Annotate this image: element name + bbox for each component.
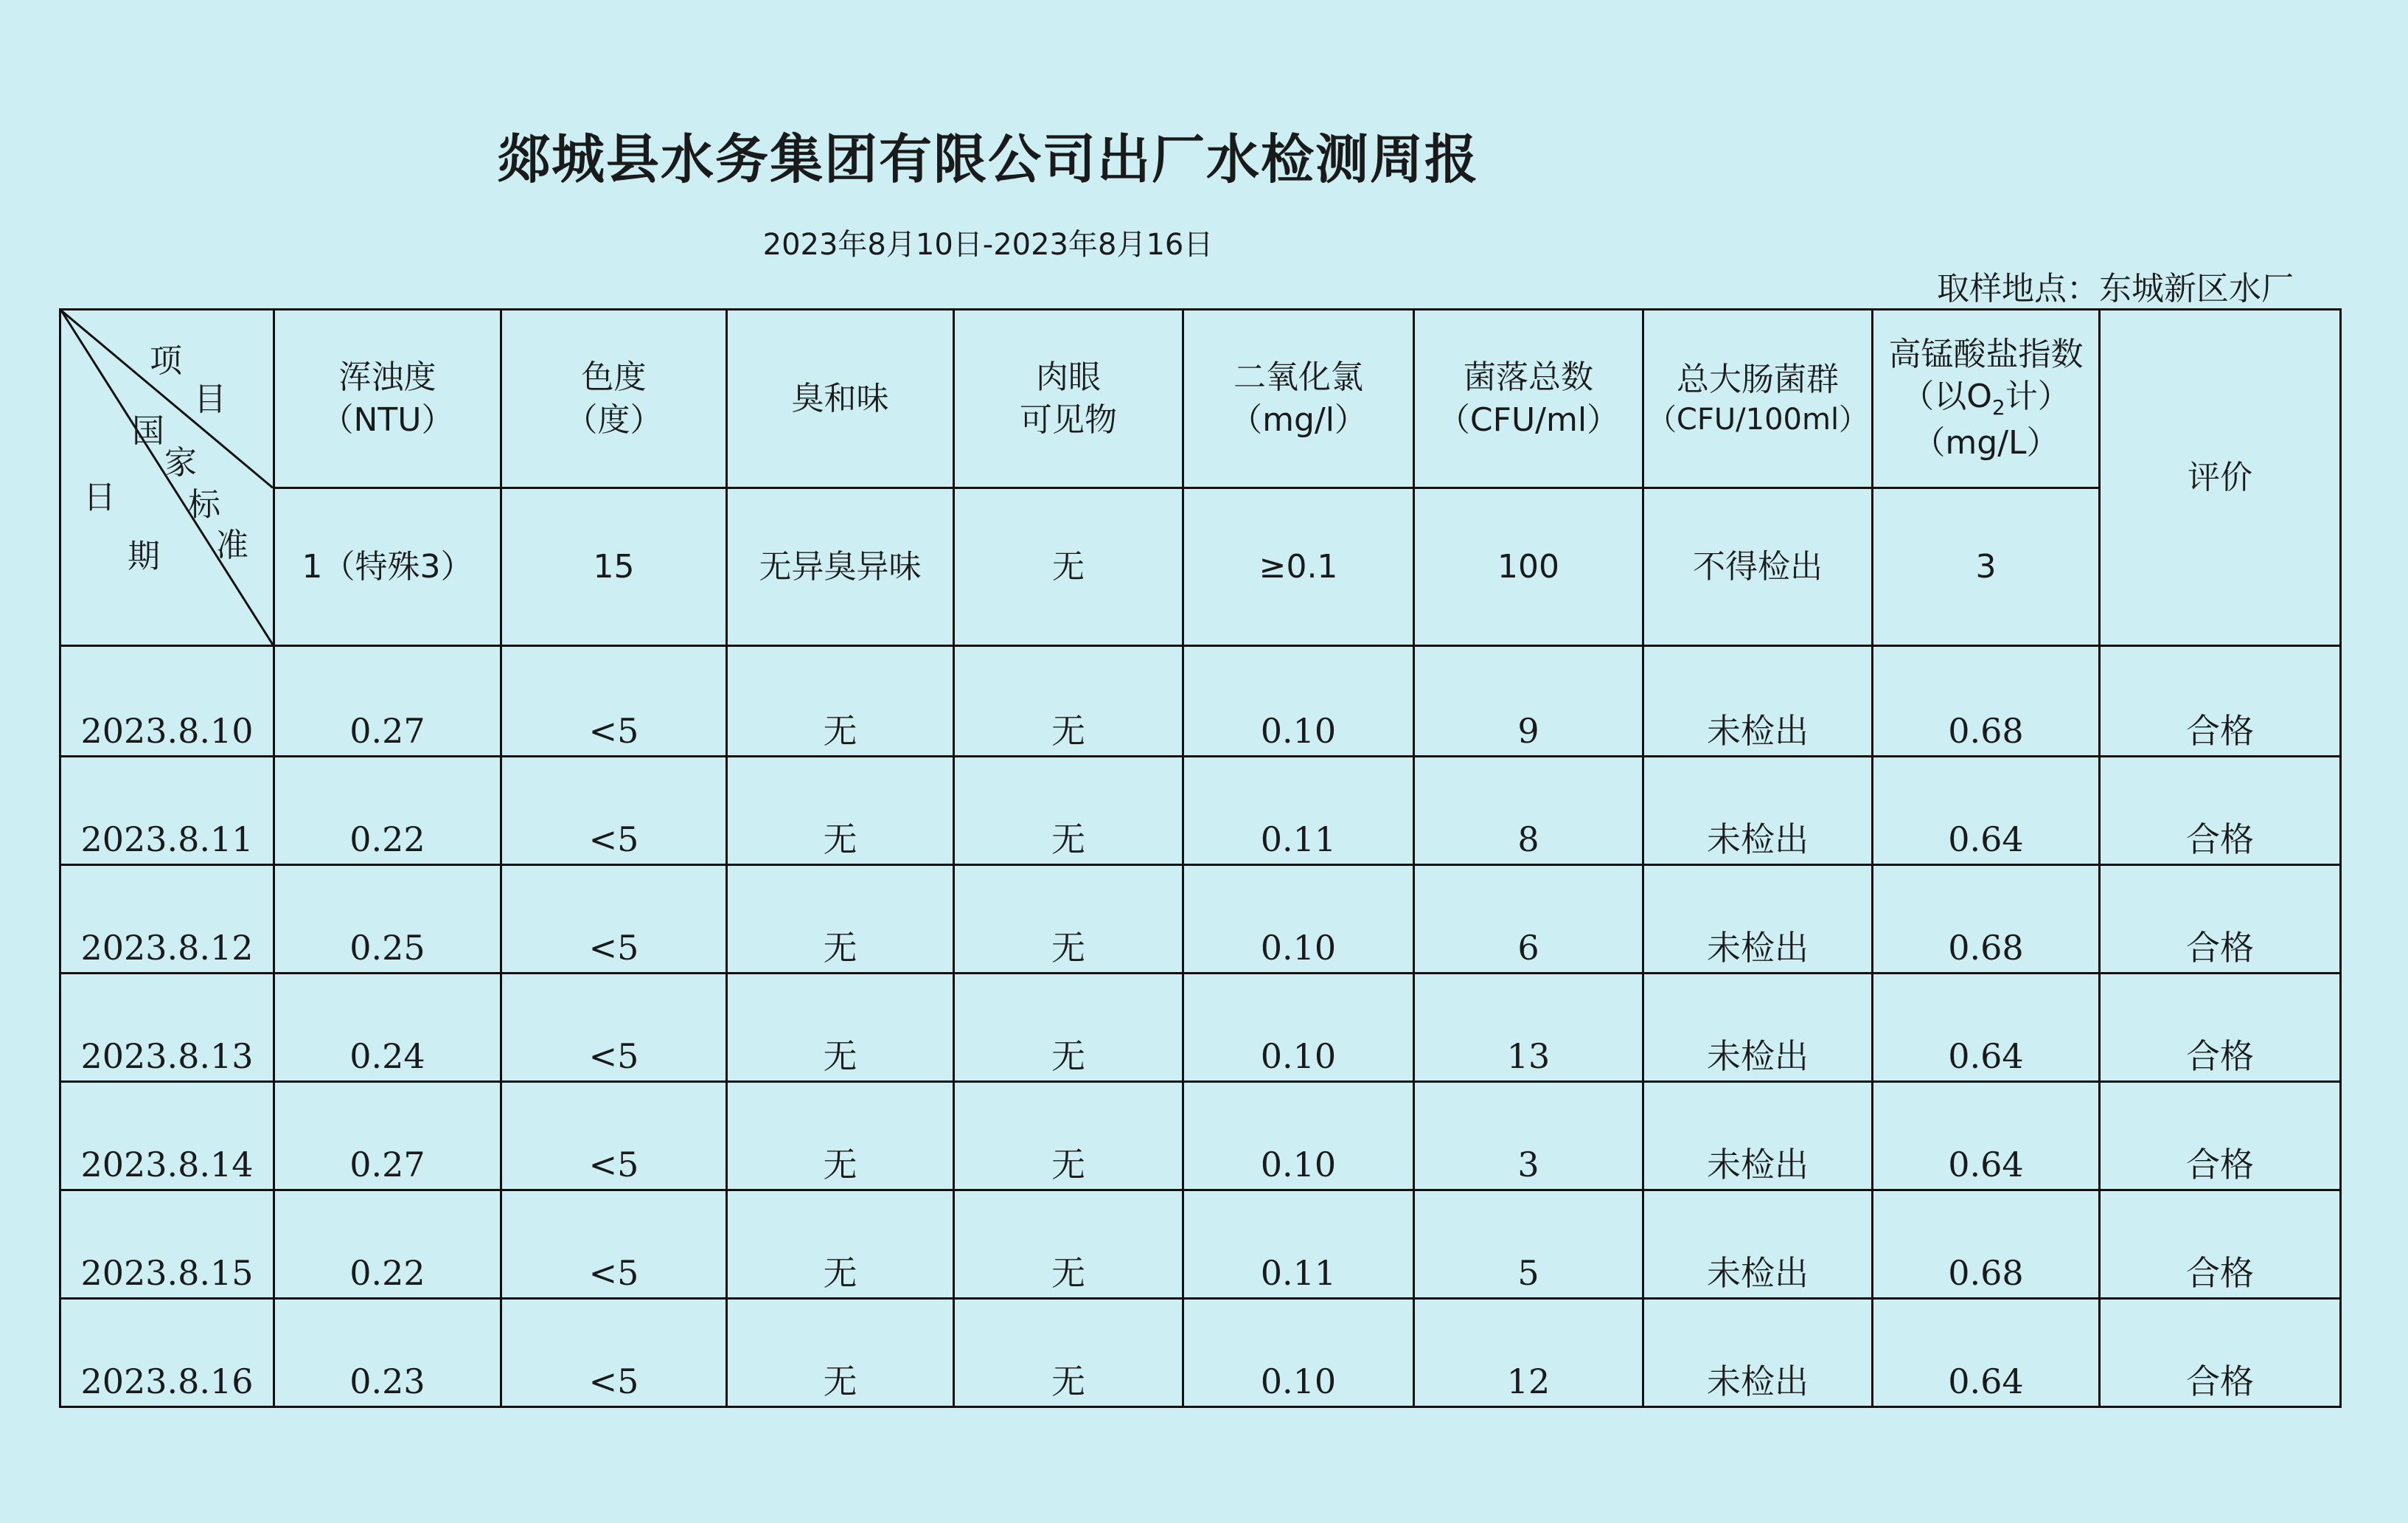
corner-std-2: 家: [164, 444, 197, 482]
cell-coliform: 未检出: [1643, 1299, 1873, 1407]
cell-date: 2023.8.15: [60, 1190, 274, 1299]
corner-item-2: 目: [194, 381, 226, 418]
table-row: [60, 646, 2341, 757]
corner-header-cell: [60, 310, 274, 646]
cell-color: <5: [501, 1190, 727, 1299]
cell-visible: 无: [954, 974, 1183, 1082]
cell-visible: 无: [954, 1190, 1183, 1299]
data-rows: [60, 646, 2341, 1407]
header-colony: [1414, 310, 1643, 488]
table-row: [60, 974, 2341, 1082]
cell-colony: 6: [1414, 865, 1643, 974]
cell-clo2: 0.10: [1183, 646, 1414, 757]
cell-turbidity: 0.22: [274, 1190, 501, 1299]
cell-coliform: 未检出: [1643, 1190, 1873, 1299]
header-row: [60, 310, 2341, 488]
header-odor: [727, 310, 954, 488]
header-turbidity-name: 浑浊度: [338, 358, 436, 397]
std-cod: 3: [1873, 488, 2100, 646]
std-odor: 无异臭异味: [727, 488, 954, 646]
cell-date: 2023.8.11: [60, 757, 274, 865]
header-cod: [1873, 310, 2100, 488]
header-color: [501, 310, 727, 488]
report-period: 2023年8月10日-2023年8月16日: [762, 228, 1214, 262]
cell-eval: 合格: [2100, 646, 2341, 757]
cell-odor: 无: [727, 865, 954, 974]
cell-clo2: 0.10: [1183, 1082, 1414, 1190]
cell-eval: 合格: [2100, 1190, 2341, 1299]
cell-visible: 无: [954, 646, 1183, 757]
corner-std-4: 准: [216, 527, 248, 564]
header-cod-basis-a: （以O: [1901, 378, 1992, 416]
cell-color: <5: [501, 974, 727, 1082]
cell-colony: 3: [1414, 1082, 1643, 1190]
cell-cod: 0.68: [1873, 646, 2100, 757]
cell-cod: 0.68: [1873, 865, 2100, 974]
cell-eval: 合格: [2100, 757, 2341, 865]
header-coliform: [1643, 310, 1873, 488]
cell-eval: 合格: [2100, 865, 2341, 974]
corner-date-2: 期: [128, 538, 160, 575]
header-clo2-name: 二氧化氯: [1233, 358, 1363, 397]
corner-std-3: 标: [188, 486, 220, 524]
corner-date-1: 日: [83, 479, 116, 516]
std-turbidity: 1（特殊3）: [274, 488, 501, 646]
table-row: [60, 865, 2341, 974]
cell-turbidity: 0.24: [274, 974, 501, 1082]
cell-date: 2023.8.12: [60, 865, 274, 974]
cell-color: <5: [501, 1082, 727, 1190]
header-visible-line1: 肉眼: [1036, 358, 1101, 397]
cell-colony: 9: [1414, 646, 1643, 757]
cell-cod: 0.68: [1873, 1190, 2100, 1299]
cell-eval: 合格: [2100, 1082, 2341, 1190]
sampling-site: 取样地点：东城新区水厂: [1937, 270, 2294, 308]
cell-colony: 5: [1414, 1190, 1643, 1299]
cell-cod: 0.64: [1873, 974, 2100, 1082]
cell-coliform: 未检出: [1643, 646, 1873, 757]
header-visible: [954, 310, 1183, 488]
cell-color: <5: [501, 646, 727, 757]
cell-date: 2023.8.16: [60, 1299, 274, 1407]
cell-coliform: 未检出: [1643, 974, 1873, 1082]
header-coliform-name: 总大肠菌群: [1677, 360, 1839, 398]
cell-odor: 无: [727, 1190, 954, 1299]
cell-colony: 13: [1414, 974, 1643, 1082]
cell-cod: 0.64: [1873, 757, 2100, 865]
cell-coliform: 未检出: [1643, 757, 1873, 865]
cell-clo2: 0.10: [1183, 865, 1414, 974]
cell-turbidity: 0.22: [274, 757, 501, 865]
header-cod-basis-b: 计）: [2005, 378, 2070, 416]
cell-colony: 8: [1414, 757, 1643, 865]
cell-cod: 0.64: [1873, 1299, 2100, 1407]
corner-item-1: 项: [150, 342, 182, 380]
header-coliform-unit: （CFU/100ml）: [1646, 403, 1869, 437]
cell-clo2: 0.11: [1183, 757, 1414, 865]
cell-coliform: 未检出: [1643, 1082, 1873, 1190]
cell-cod: 0.64: [1873, 1082, 2100, 1190]
header-cod-name: 高锰酸盐指数: [1888, 336, 2084, 374]
table-row: [60, 1190, 2341, 1299]
cell-clo2: 0.11: [1183, 1190, 1414, 1299]
cell-eval: 合格: [2100, 974, 2341, 1082]
header-cod-unit: （mg/L）: [1913, 423, 2059, 462]
cell-visible: 无: [954, 865, 1183, 974]
header-visible-line2: 可见物: [1020, 400, 1117, 439]
cell-date: 2023.8.13: [60, 974, 274, 1082]
standard-row: [60, 488, 2341, 646]
cell-odor: 无: [727, 646, 954, 757]
cell-turbidity: 0.25: [274, 865, 501, 974]
table-row: [60, 1299, 2341, 1407]
header-turbidity-unit: （NTU）: [321, 400, 454, 439]
std-visible: 无: [954, 488, 1183, 646]
header-color-unit: （度）: [565, 400, 663, 439]
cell-eval: 合格: [2100, 1299, 2341, 1407]
header-odor-name: 臭和味: [791, 379, 889, 417]
cell-date: 2023.8.14: [60, 1082, 274, 1190]
cell-color: <5: [501, 1299, 727, 1407]
cell-turbidity: 0.27: [274, 1082, 501, 1190]
header-evaluation: 评价: [2100, 310, 2341, 646]
header-colony-name: 菌落总数: [1464, 358, 1593, 397]
std-coliform: 不得检出: [1643, 488, 1873, 646]
table-row: [60, 1082, 2341, 1190]
cell-odor: 无: [727, 1082, 954, 1190]
cell-visible: 无: [954, 757, 1183, 865]
cell-color: <5: [501, 757, 727, 865]
cell-clo2: 0.10: [1183, 1299, 1414, 1407]
cell-colony: 12: [1414, 1299, 1643, 1407]
cell-visible: 无: [954, 1082, 1183, 1190]
header-turbidity: [274, 310, 501, 488]
table-row: [60, 757, 2341, 865]
std-color: 15: [501, 488, 727, 646]
cell-visible: 无: [954, 1299, 1183, 1407]
std-colony: 100: [1414, 488, 1643, 646]
cell-date: 2023.8.10: [60, 646, 274, 757]
std-clo2: ≥0.1: [1183, 488, 1414, 646]
cell-turbidity: 0.27: [274, 646, 501, 757]
header-color-name: 色度: [581, 358, 647, 397]
cell-color: <5: [501, 865, 727, 974]
report-title: 郯城县水务集团有限公司出厂水检测周报: [496, 128, 1479, 190]
header-clo2-unit: （mg/l）: [1230, 400, 1367, 439]
header-colony-unit: （CFU/ml）: [1437, 400, 1620, 439]
header-clo2: [1183, 310, 1414, 488]
water-quality-table: [59, 308, 2342, 1408]
corner-std-1: 国: [132, 412, 164, 450]
cell-odor: 无: [727, 974, 954, 1082]
header-cod-basis: [1873, 375, 2098, 421]
cell-clo2: 0.10: [1183, 974, 1414, 1082]
header-cod-basis-sub: 2: [1991, 395, 2005, 420]
cell-turbidity: 0.23: [274, 1299, 501, 1407]
cell-odor: 无: [727, 757, 954, 865]
cell-odor: 无: [727, 1299, 954, 1407]
cell-coliform: 未检出: [1643, 865, 1873, 974]
